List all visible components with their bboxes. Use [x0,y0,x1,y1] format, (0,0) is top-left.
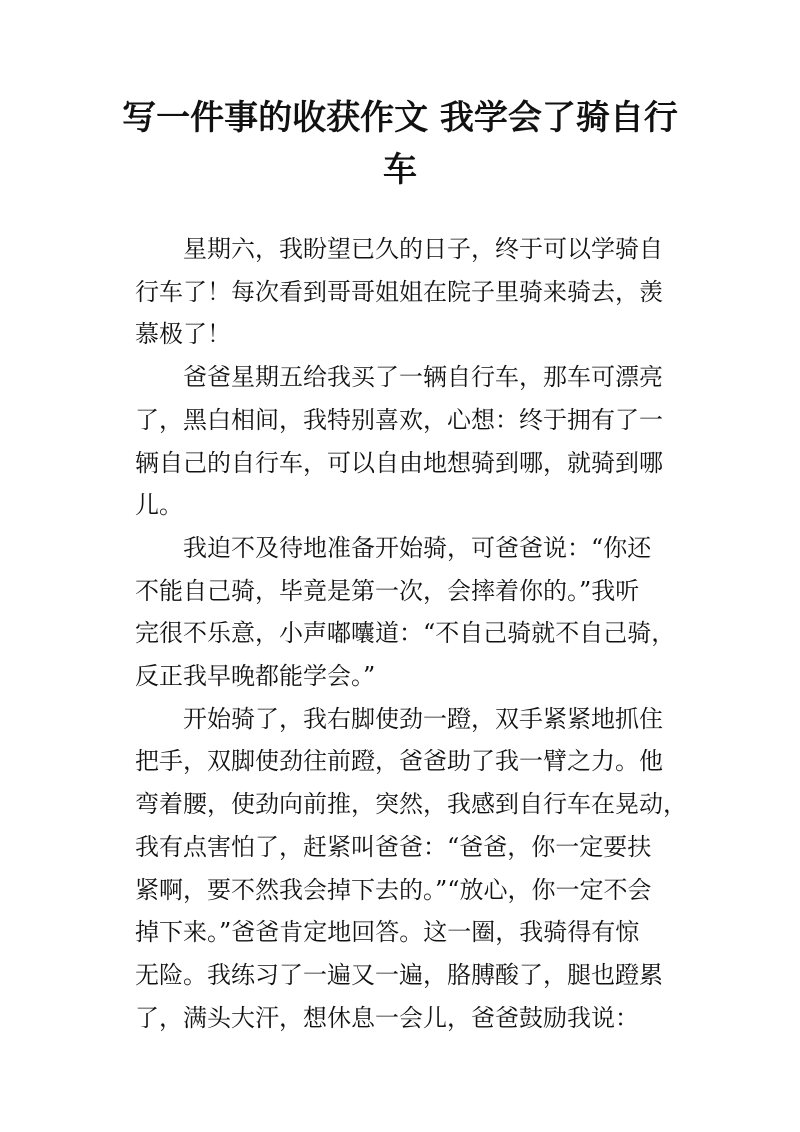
text-line: 爸爸星期五给我买了一辆自行车，那车可漂亮 [183,363,663,392]
text-line: 辆自己的自行车，可以自由地想骑到哪，就骑到哪 [135,448,663,477]
paragraph [135,228,670,356]
paragraph [135,356,670,527]
text-line: 慕极了！ [135,320,231,349]
text-line: 了，黑白相间，我特别喜欢，心想：终于拥有了一 [135,405,663,434]
text-line: 不能自己骑，毕竟是第一次，会摔着你的。”我听 [135,576,640,605]
text-line: 了，满头大汗，想休息一会儿，爸爸鼓励我说： [135,1003,639,1032]
text-line: 星期六，我盼望已久的日子，终于可以学骑自 [183,235,663,263]
text-line: 我有点害怕了，赶紧叫爸爸：“爸爸，你一定要扶 [135,832,652,861]
title-line: 车 [383,150,417,190]
text-line: 无险。我练习了一遍又一遍，胳膊酸了，腿也蹬累 [135,960,663,989]
paragraph [135,527,676,698]
text-line: 把手，双脚使劲往前蹬，爸爸助了我一臂之力。他 [135,747,663,776]
text-line: 完很不乐意，小声嘟囔道：“不自己骑就不自己骑， [135,619,676,648]
text-line: 行车了！每次看到哥哥姐姐在院子里骑来骑去，羡 [135,277,663,306]
text-line: 儿。 [135,491,183,520]
document-title [120,92,680,196]
text-line: 紧啊，要不然我会掉下去的。”“放心，你一定不会 [135,875,652,904]
text-line: 弯着腰，使劲向前推，突然，我感到自行车在晃动， [135,790,687,819]
text-line: 反正我早晚都能学会。” [135,662,376,691]
title-line: 写一件事的收获作文 我学会了骑自行 [122,98,678,138]
text-line: 我迫不及待地准备开始骑，可爸爸说：“你还 [183,533,652,562]
text-line: 开始骑了，我右脚使劲一蹬，双手紧紧地抓住 [183,704,663,733]
article-body [135,228,687,1039]
text-line: 掉下来。”爸爸肯定地回答。这一圈，我骑得有惊 [135,918,640,947]
paragraph [135,698,687,1040]
